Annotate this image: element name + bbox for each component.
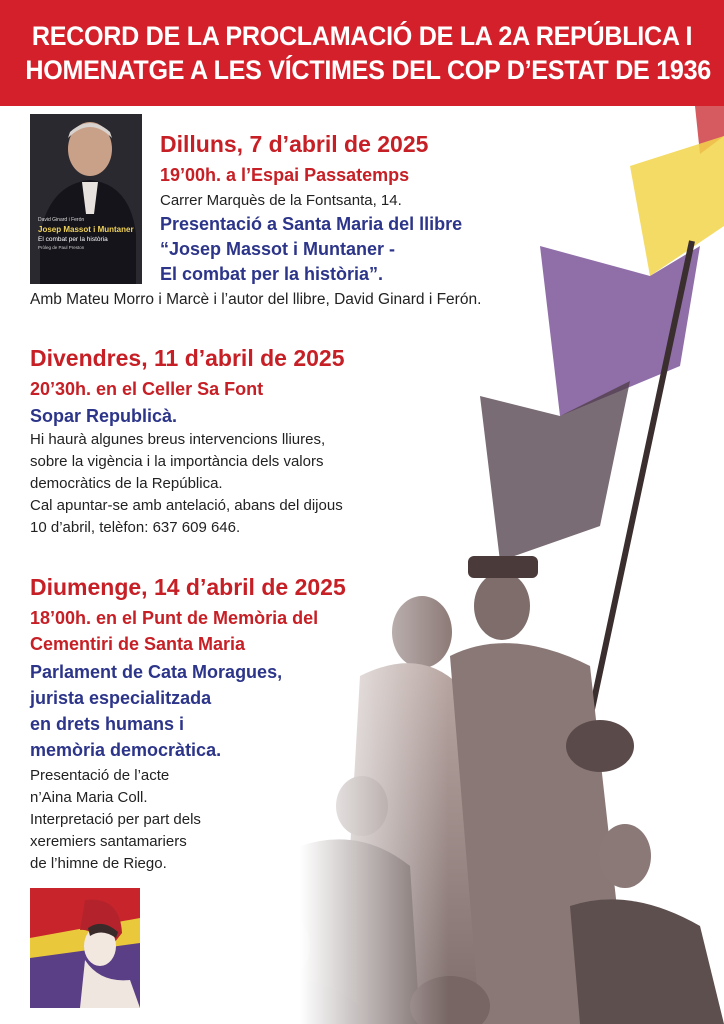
event-3-time-line: 18’00h. en el Punt de Memòria del (30, 608, 319, 628)
event-2-detail-line: sobre la vigència i la importància dels valors (30, 453, 324, 470)
event-3-detail-line: n’Aina Maria Coll. (30, 789, 148, 806)
event-3-title-line: en drets humans i (30, 714, 185, 734)
event-3-date: Diumenge, 14 d’abril de 2025 (30, 574, 346, 600)
event-1-detail: Amb Mateu Morro i Marcè i l’autor del llibre, David Ginard i Ferón. (30, 291, 482, 308)
event-1-title-line: Presentació a Santa Maria del llibre (160, 214, 463, 234)
event-3-title-line: Parlament de Cata Moragues, (30, 662, 283, 682)
event-1-title-line: El combat per la història”. (160, 264, 384, 284)
event-1-time: 19’00h. a l’Espai Passatemps (160, 165, 410, 185)
event-2-time: 20’30h. en el Celler Sa Font (30, 379, 264, 399)
header-banner (0, 0, 724, 106)
event-2-detail-line: democràtics de la República. (30, 475, 223, 492)
event-3-title-line: jurista especialitzada (30, 688, 212, 708)
book-cover (30, 114, 142, 284)
book-prologue: Pròleg de Paul Preston (38, 245, 85, 250)
event-1-title-line: “Josep Massot i Muntaner - (160, 239, 396, 259)
event-1-date: Dilluns, 7 d’abril de 2025 (160, 131, 429, 157)
event-2-title: Sopar Republicà. (30, 406, 178, 426)
event-3-time-line: Cementiri de Santa Maria (30, 634, 246, 654)
event-2-detail-line: 10 d’abril, telèfon: 637 609 646. (30, 519, 241, 536)
book-title-1: Josep Massot i Muntaner (38, 225, 134, 234)
marianne-poster-illustration (30, 888, 140, 1008)
event-3-detail-line: xeremiers santamariers (30, 833, 187, 850)
event-2-detail-line: Cal apuntar-se amb antelació, abans del dijous (30, 497, 343, 514)
header-line-1: RECORD DE LA PROCLAMACIÓ DE LA 2A REPÚBLICA I (31, 21, 693, 51)
event-2-date: Divendres, 11 d’abril de 2025 (30, 345, 345, 371)
republic-poster (30, 888, 140, 1008)
author-portrait (30, 114, 142, 284)
event-1-address: Carrer Marquès de la Fontsanta, 14. (160, 192, 402, 209)
event-2-detail-line: Hi haurà algunes breus intervencions lliures, (30, 431, 326, 448)
book-author: David Ginard i Ferón (38, 217, 85, 223)
book-title-2: El combat per la història (38, 236, 108, 243)
event-3-detail-line: Presentació de l’acte (30, 767, 170, 784)
event-3-title-line: memòria democràtica. (30, 740, 222, 760)
header-line-2: HOMENATGE A LES VÍCTIMES DEL COP D’ESTAT DE 1936 (25, 55, 711, 85)
event-3-detail-line: Interpretació per part dels (30, 811, 201, 828)
event-3-detail-line: de l’himne de Riego. (30, 855, 167, 872)
